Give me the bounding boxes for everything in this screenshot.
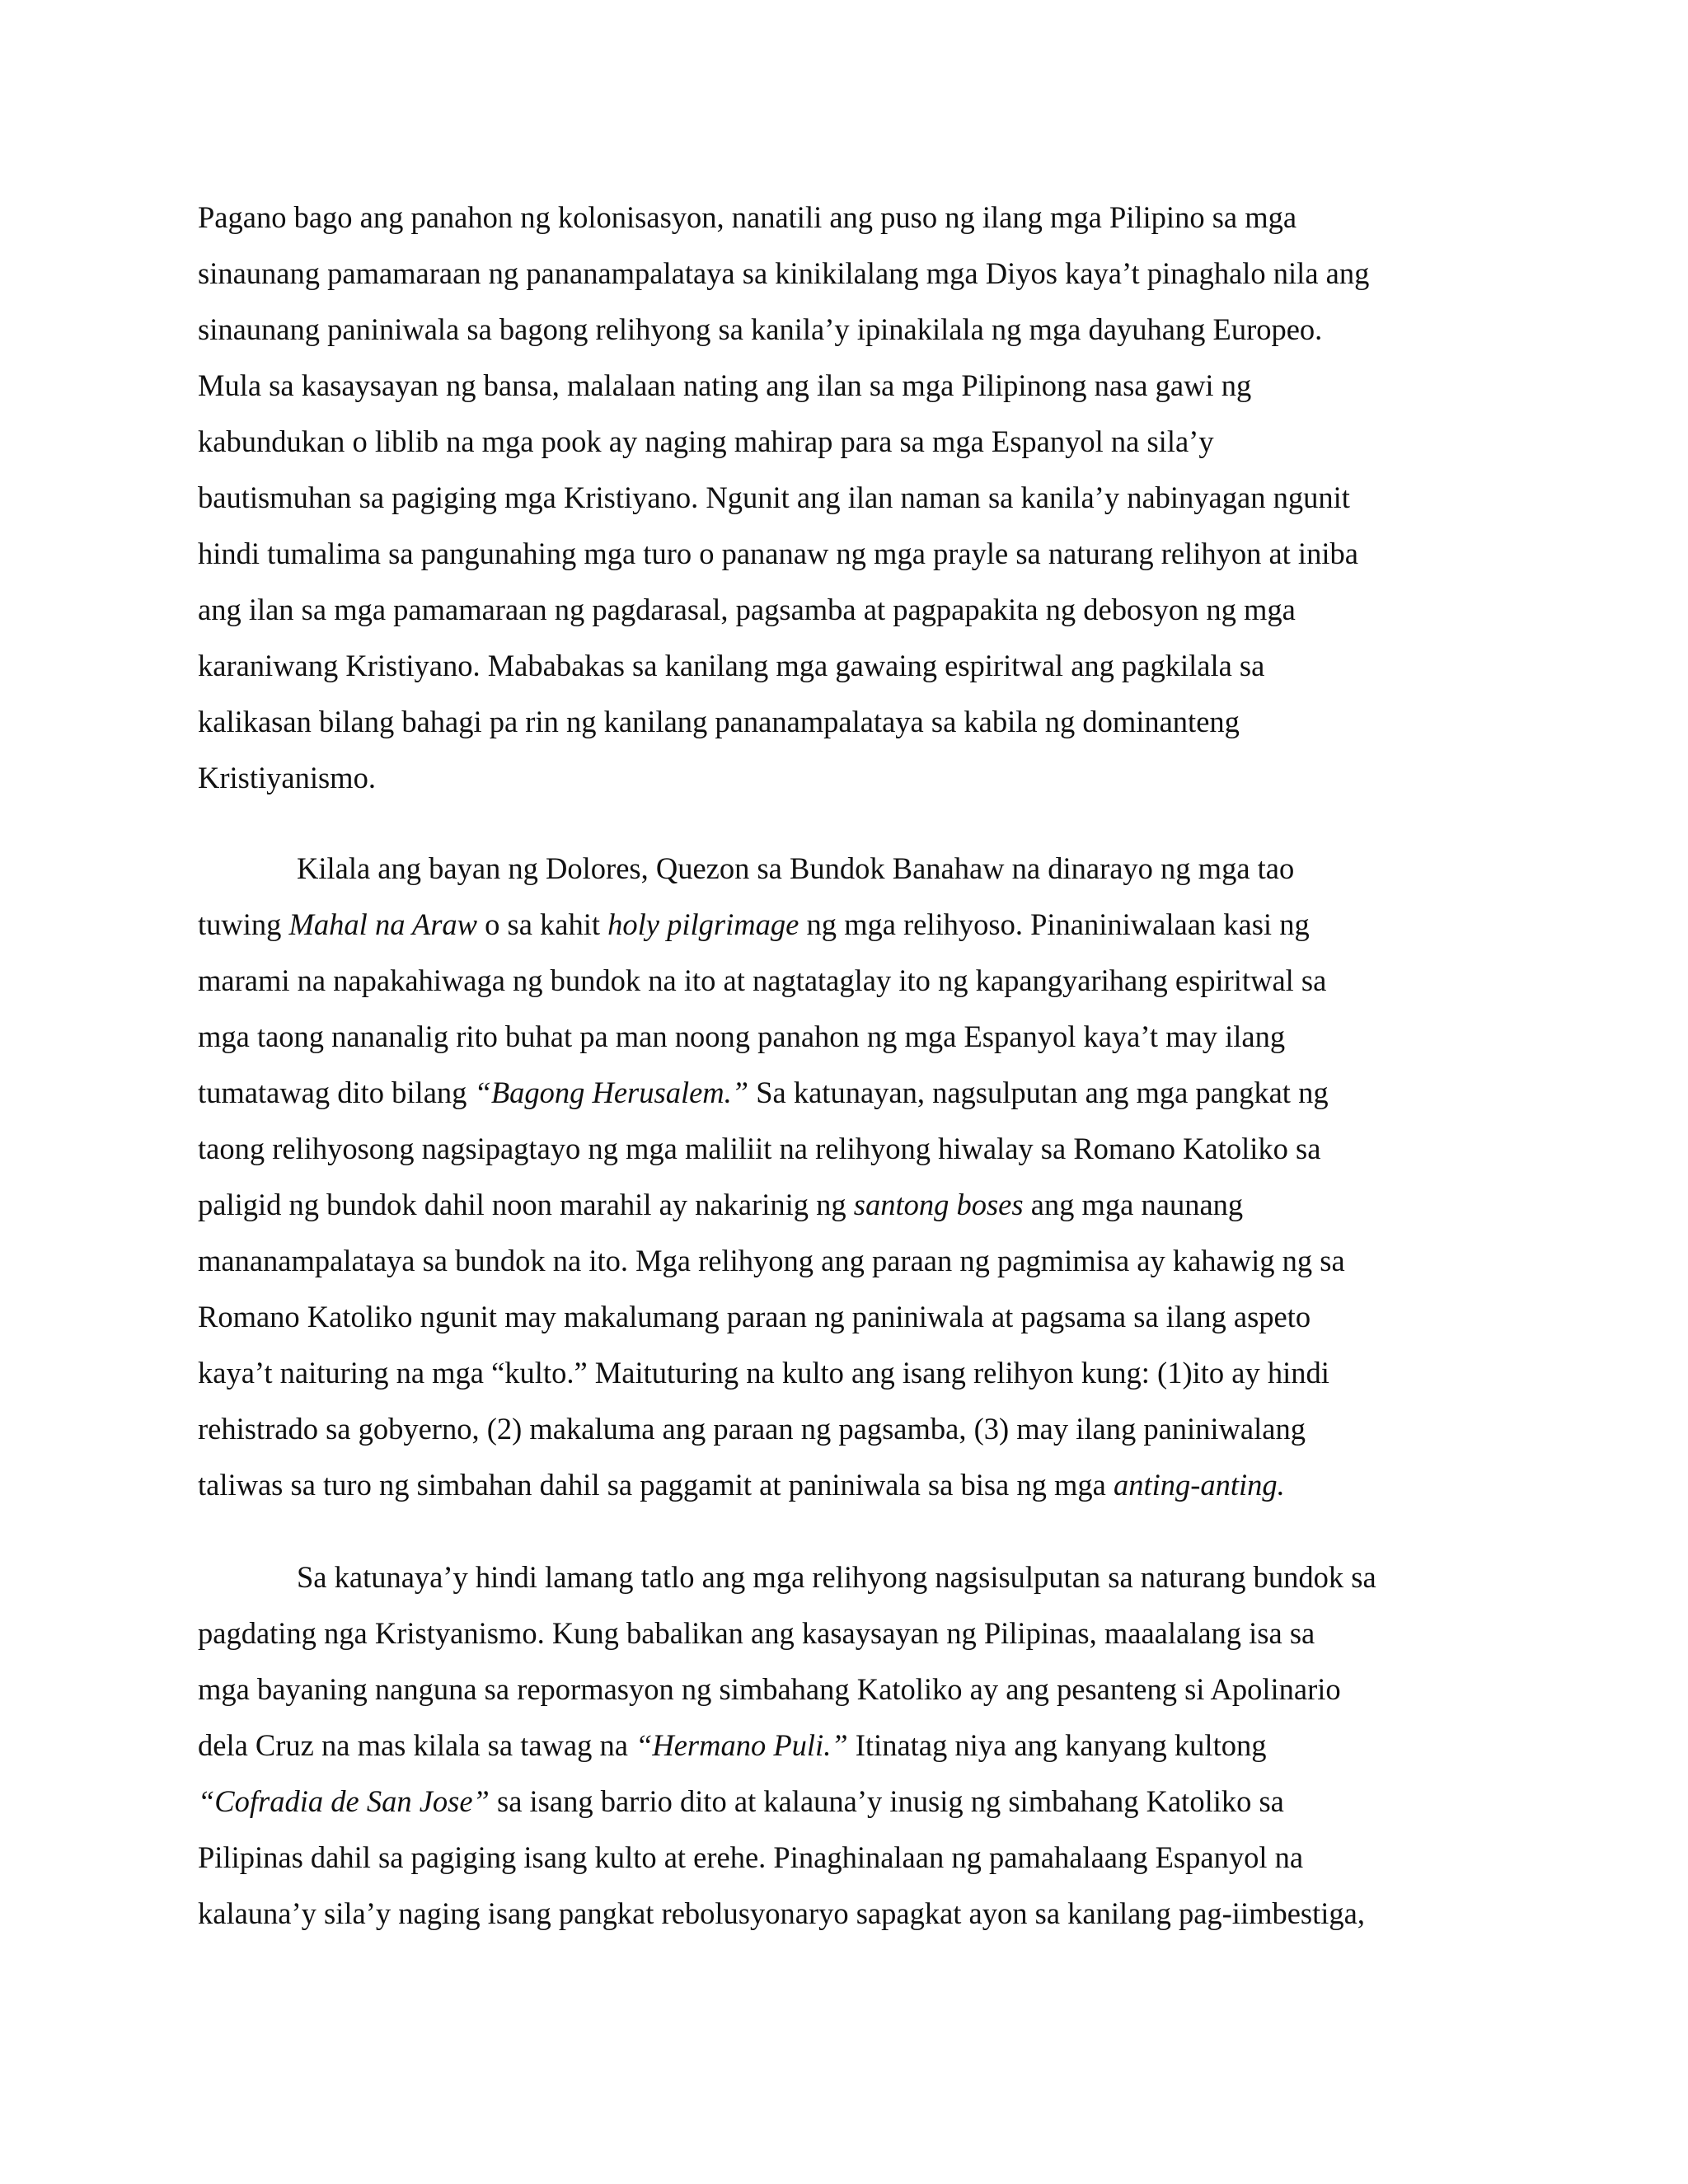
paragraph-line: dela Cruz na mas kilala sa tawag na “Hermano Puli.” Itinatag niya ang kanyang kultong [198,1728,1267,1762]
italic-phrase: “Cofradia de San Jose” [198,1784,490,1818]
italic-phrase: anting-anting. [1113,1468,1285,1502]
paragraph-2 [198,841,1500,1513]
paragraph-line: Mula sa kasaysayan ng bansa, malalaan nating ang ilan sa mga Pilipinong nasa gawi ng [198,368,1252,402]
paragraph-line: paligid ng bundok dahil noon marahil ay nakarinig ng santong boses ang mga naunang [198,1188,1244,1221]
paragraph-line: Kilala ang bayan ng Dolores, Quezon sa Bundok Banahaw na dinarayo ng mga tao [297,851,1295,885]
paragraph-line: sinaunang pamamaraan ng pananampalataya sa kinikilalang mga Diyos kaya’t pinaghalo nila ang [198,256,1370,290]
paragraph-line: kaya’t naituring na mga “kulto.” Maituturing na kulto ang isang relihyon kung: (1)ito ay hindi [198,1356,1329,1390]
paragraph-line: mananampalataya sa bundok na ito. Mga relihyong ang paraan ng pagmimisa ay kahawig ng sa [198,1244,1345,1277]
paragraph-3 [198,1549,1500,1942]
paragraph-1 [198,190,1500,806]
paragraph-line: rehistrado sa gobyerno, (2) makaluma ang paraan ng pagsamba, (3) may ilang paniniwalang [198,1412,1306,1446]
paragraph-line: kabundukan o liblib na mga pook ay naging mahirap para sa mga Espanyol na sila’y [198,424,1214,458]
paragraph-line: marami na napakahiwaga ng bundok na ito at nagtataglay ito ng kapangyarihang espiritwal sa [198,963,1327,997]
paragraph-line: taliwas sa turo ng simbahan dahil sa paggamit at paniniwala sa bisa ng mga anting-anting. [198,1468,1285,1502]
paragraph-line: sinaunang paniniwala sa bagong relihyong sa kanila’y ipinakilala ng mga dayuhang Europeo. [198,312,1323,346]
paragraph-line: hindi tumalima sa pangunahing mga turo o pananaw ng mga prayle sa naturang relihyon at iniba [198,537,1358,570]
paragraph-line: kalikasan bilang bahagi pa rin ng kanilang pananampalataya sa kabila ng dominanteng [198,705,1240,738]
paragraph-line: “Cofradia de San Jose” sa isang barrio dito at kalauna’y inusig ng simbahang Katoliko sa [198,1784,1284,1818]
paragraph-line: Pagano bago ang panahon ng kolonisasyon, nanatili ang puso ng ilang mga Pilipino sa mga [198,200,1297,234]
paragraph-line: mga bayaning nanguna sa repormasyon ng simbahang Katoliko ay ang pesanteng si Apolinario [198,1672,1341,1706]
paragraph-line: pagdating nga Kristyanismo. Kung babalikan ang kasaysayan ng Pilipinas, maaalalang isa sa [198,1616,1315,1650]
paragraph-line: karaniwang Kristiyano. Mababakas sa kanilang mga gawaing espiritwal ang pagkilala sa [198,649,1265,682]
paragraph-line: Kristiyanismo. [198,761,376,794]
italic-phrase: “Bagong Herusalem.” [474,1076,749,1109]
italic-phrase: santong boses [853,1188,1024,1221]
paragraph-line: taong relihyosong nagsipagtayo ng mga maliliit na relihyong hiwalay sa Romano Katoliko sa [198,1132,1321,1165]
paragraph-line: Pilipinas dahil sa pagiging isang kulto at erehe. Pinaghinalaan ng pamahalaang Espanyol na [198,1840,1304,1874]
paragraph-line: Sa katunaya’y hindi lamang tatlo ang mga relihyong nagsisulputan sa naturang bundok sa [297,1560,1376,1594]
italic-phrase: Mahal na Araw [288,907,478,941]
paragraph-line: tumatawag dito bilang “Bagong Herusalem.” Sa katunayan, nagsulputan ang mga pangkat ng [198,1076,1329,1109]
paragraph-line: Romano Katoliko ngunit may makalumang paraan ng paniniwala at pagsama sa ilang aspeto [198,1300,1311,1333]
paragraph-line: bautismuhan sa pagiging mga Kristiyano. Ngunit ang ilan naman sa kanila’y nabinyagan ngunit [198,480,1350,514]
italic-phrase: “Hermano Puli.” [635,1728,848,1762]
paragraph-line: ang ilan sa mga pamamaraan ng pagdarasal, pagsamba at pagpapakita ng debosyon ng mga [198,593,1296,626]
italic-phrase: holy pilgrimage [607,907,799,941]
paragraph-line: kalauna’y sila’y naging isang pangkat rebolusyonaryo sapagkat ayon sa kanilang pag-iimbestiga, [198,1896,1365,1930]
paragraph-line: mga taong nananalig rito buhat pa man noong panahon ng mga Espanyol kaya’t may ilang [198,1019,1286,1053]
paragraph-line: tuwing Mahal na Araw o sa kahit holy pilgrimage ng mga relihyoso. Pinaniniwalaan kasi ng [198,907,1310,941]
